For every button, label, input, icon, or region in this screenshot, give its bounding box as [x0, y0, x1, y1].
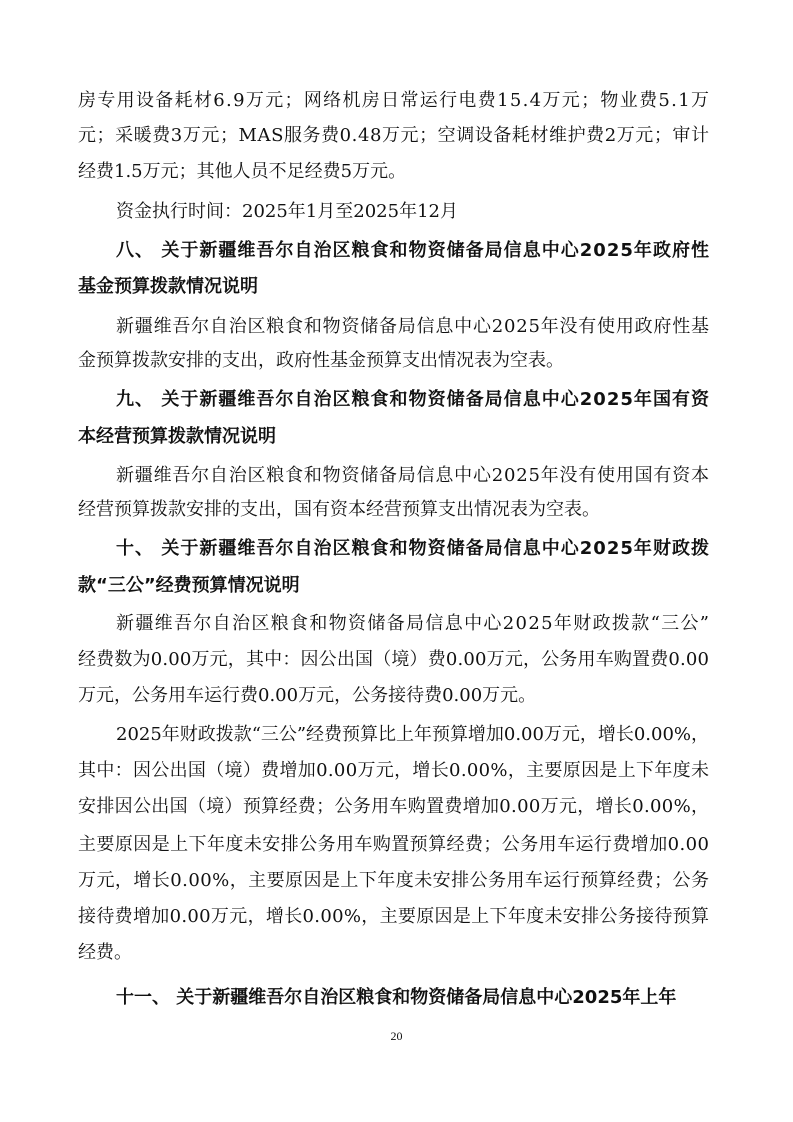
body-line: [0, 607, 793, 641]
line-text: 元；采暖费3万元；MAS服务费0.48万元；空调设备耗材维护费2万元；审计: [78, 125, 710, 146]
body-line: [0, 459, 793, 493]
line-text: 安排因公出国（境）预算经费；公务用车购置费增加0.00万元，增长0.00%，: [78, 796, 710, 817]
body-line: [0, 84, 793, 118]
line-text: 经费。: [78, 942, 132, 963]
body-line: [0, 310, 793, 344]
line-text: 主要原因是上下年度未安排公务用车购置预算经费；公务用车运行费增加0.00: [78, 834, 710, 855]
section-heading-line: [0, 383, 793, 417]
line-text: 新疆维吾尔自治区粮食和物资储备局信息中心2025年没有使用国有资本: [116, 465, 710, 486]
body-line: [0, 790, 793, 824]
section-heading-line: [0, 532, 793, 566]
body-line: [0, 754, 793, 788]
body-line: [0, 155, 793, 189]
line-text: 新疆维吾尔自治区粮食和物资储备局信息中心2025年没有使用政府性基: [116, 316, 710, 337]
line-text: 接待费增加0.00万元，增长0.00%，主要原因是上下年度未安排公务接待预算: [78, 906, 710, 927]
heading-text: 八、 关于新疆维吾尔自治区粮食和物资储备局信息中心2025年政府性: [116, 240, 711, 261]
body-line: [0, 718, 793, 752]
section-heading-line: [0, 234, 793, 268]
body-line: [0, 936, 793, 970]
body-line: [0, 493, 793, 527]
line-text: 房专用设备耗材6.9万元；网络机房日常运行电费15.4万元；物业费5.1万: [78, 90, 711, 111]
body-line: [0, 900, 793, 934]
section-heading-line: [0, 569, 793, 603]
line-text: 2025年财政拨款“三公”经费预算比上年预算增加0.00万元，增长0.00%，: [116, 724, 709, 745]
body-line: [0, 864, 793, 898]
heading-text: 十、 关于新疆维吾尔自治区粮食和物资储备局信息中心2025年财政拨: [116, 538, 711, 559]
body-line: [0, 195, 793, 229]
line-text: 金预算拨款安排的支出，政府性基金预算支出情况表为空表。: [78, 350, 564, 371]
line-text: 经营预算拨款安排的支出，国有资本经营预算支出情况表为空表。: [78, 499, 600, 520]
body-line: [0, 828, 793, 862]
section-heading-line: [0, 981, 793, 1015]
line-text: 经费数为0.00万元，其中：因公出国（境）费0.00万元，公务用车购置费0.00: [78, 649, 710, 670]
line-text: 资金执行时间：2025年1月至2025年12月: [116, 201, 458, 222]
body-line: [0, 119, 793, 153]
body-line: [0, 344, 793, 378]
body-line: [0, 679, 793, 713]
line-text: 经费1.5万元；其他人员不足经费5万元。: [78, 161, 407, 182]
heading-text: 本经营预算拨款情况说明: [78, 426, 276, 447]
line-text: 万元，增长0.00%，主要原因是上下年度未安排公务用车运行预算经费；公务: [78, 870, 710, 891]
heading-text: 十一、 关于新疆维吾尔自治区粮食和物资储备局信息中心2025年上年: [116, 987, 677, 1008]
heading-text: 款“三公”经费预算情况说明: [78, 575, 300, 596]
heading-text: 基金预算拨款情况说明: [78, 276, 258, 297]
body-line: [0, 643, 793, 677]
heading-text: 九、 关于新疆维吾尔自治区粮食和物资储备局信息中心2025年国有资: [116, 389, 711, 410]
section-heading-line: [0, 420, 793, 454]
section-heading-line: [0, 270, 793, 304]
line-text: 万元，公务用车运行费0.00万元，公务接待费0.00万元。: [78, 685, 537, 706]
line-text: 新疆维吾尔自治区粮食和物资储备局信息中心2025年财政拨款“三公”: [116, 613, 711, 634]
page-number: 20: [390, 1029, 403, 1043]
line-text: 其中：因公出国（境）费增加0.00万元，增长0.00%，主要原因是上下年度未: [78, 760, 710, 781]
